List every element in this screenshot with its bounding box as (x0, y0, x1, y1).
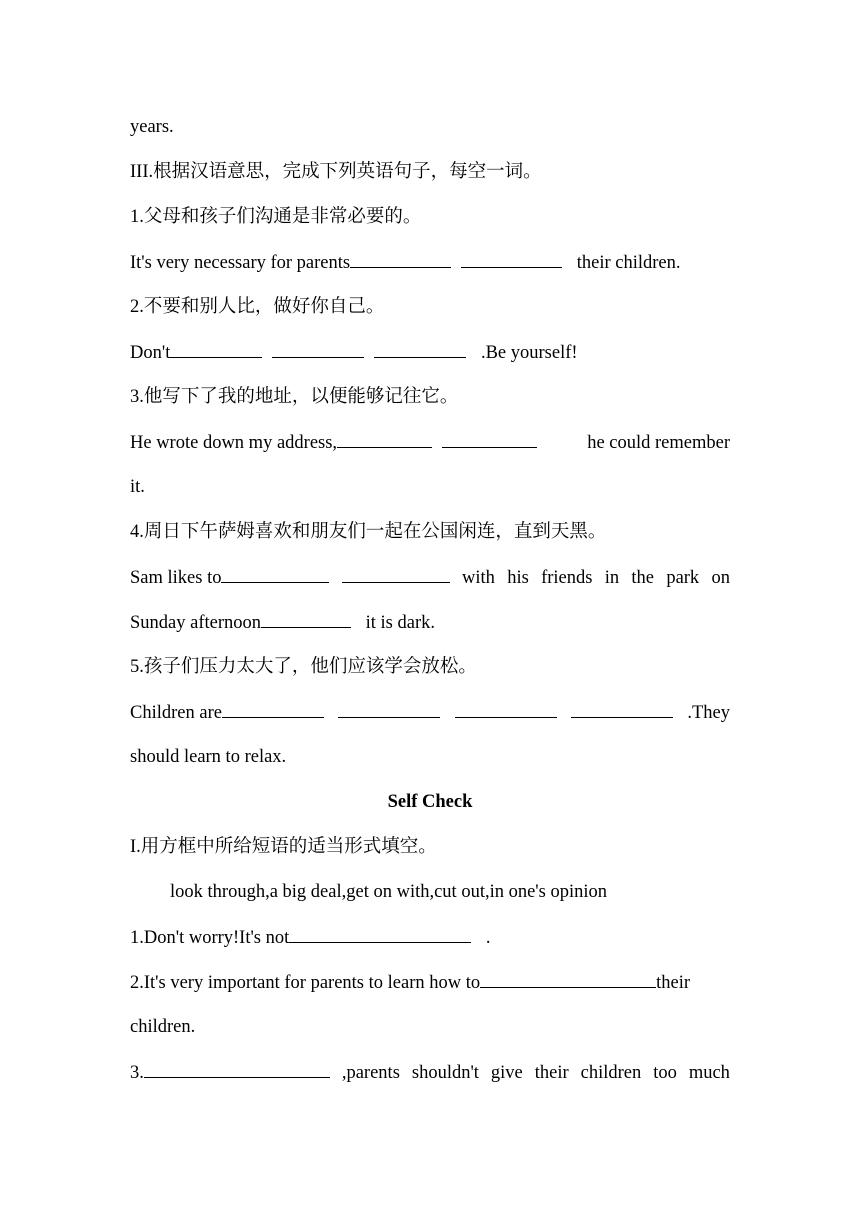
text: shouldn't (411, 1063, 479, 1083)
text: his (507, 568, 529, 588)
text: the (631, 568, 655, 588)
text: friends (541, 568, 593, 588)
text: much (688, 1063, 730, 1083)
text: It's very necessary for parents (130, 253, 351, 273)
text: years. (130, 117, 174, 137)
question-3-chinese (130, 382, 730, 412)
text: he could remember (587, 433, 730, 453)
text: ,parents (341, 1063, 400, 1083)
answer-blank[interactable] (221, 562, 329, 583)
text: look through,a big deal,get on with,cut out,in one's opinion (170, 882, 607, 902)
text: III.根据汉语意思，完成下列英语句子，每空一词。 (130, 162, 542, 182)
answer-blank[interactable] (342, 562, 450, 583)
text: 1.Don't worry!It's not (130, 928, 290, 948)
text: 2.It's very important for parents to learn how to (130, 973, 481, 993)
text: 2.不要和别人比，做好你自己。 (130, 297, 385, 317)
section-heading-i (130, 832, 730, 862)
self-check-question-2 (130, 967, 730, 997)
text: park (666, 568, 700, 588)
self-check-question-1 (130, 922, 730, 952)
section-heading-iii (130, 157, 730, 187)
answer-blank[interactable] (455, 697, 557, 718)
text: 5.孩子们压力太大了，他们应该学会放松。 (130, 657, 477, 677)
question-1-english (130, 247, 730, 277)
text: it is dark. (365, 613, 436, 633)
text: He wrote down my address, (130, 433, 338, 453)
text-line (130, 1012, 730, 1042)
answer-blank[interactable] (272, 337, 364, 358)
question-4-english (130, 562, 730, 592)
self-check-question-3 (130, 1057, 730, 1087)
text: 3. (130, 1063, 144, 1083)
answer-blank[interactable] (461, 247, 562, 268)
text: .They (687, 703, 730, 723)
answer-blank[interactable] (480, 967, 656, 988)
text: it. (130, 477, 145, 497)
text: 3.他写下了我的地址，以便能够记往它。 (130, 387, 459, 407)
question-1-chinese (130, 202, 730, 232)
text: Self Check (387, 792, 473, 812)
text: give (490, 1063, 523, 1083)
text: Children are (130, 703, 222, 723)
answer-blank[interactable] (571, 697, 673, 718)
text: Sunday afternoon (130, 613, 262, 633)
answer-blank[interactable] (442, 427, 537, 448)
answer-blank[interactable] (261, 607, 351, 628)
text: 1.父母和孩子们沟通是非常必要的。 (130, 207, 422, 227)
text-line (130, 472, 730, 502)
question-2-english (130, 337, 730, 367)
question-2-chinese (130, 292, 730, 322)
text-line (130, 112, 730, 142)
text: their (534, 1063, 569, 1083)
text: on (711, 568, 730, 588)
answer-blank[interactable] (170, 337, 262, 358)
text: in (604, 568, 620, 588)
text: with (462, 568, 495, 588)
text: . (485, 928, 491, 948)
question-5-english-cont (130, 742, 730, 772)
text: Sam likes to (130, 568, 222, 588)
section-title (130, 787, 730, 817)
text: their (656, 973, 691, 993)
answer-blank[interactable] (338, 697, 440, 718)
answer-blank[interactable] (222, 697, 324, 718)
text: I.用方框中所给短语的适当形式填空。 (130, 837, 437, 857)
text: their children. (576, 253, 681, 273)
text: Don't (130, 343, 171, 363)
text: should learn to relax. (130, 747, 287, 767)
text: .Be yourself! (480, 343, 578, 363)
answer-blank[interactable] (144, 1057, 330, 1078)
answer-blank[interactable] (289, 922, 471, 943)
text: too (653, 1063, 677, 1083)
answer-blank[interactable] (337, 427, 432, 448)
answer-blank[interactable] (374, 337, 466, 358)
text: children (580, 1063, 642, 1083)
question-5-english (130, 697, 730, 727)
phrase-box (130, 877, 730, 907)
question-4-chinese (130, 517, 730, 547)
question-5-chinese (130, 652, 730, 682)
question-3-english (130, 427, 730, 457)
text: 4.周日下午萨姆喜欢和朋友们一起在公国闲连，直到天黑。 (130, 522, 607, 542)
answer-blank[interactable] (350, 247, 451, 268)
question-4-english-cont (130, 607, 730, 637)
text: children. (130, 1017, 196, 1037)
